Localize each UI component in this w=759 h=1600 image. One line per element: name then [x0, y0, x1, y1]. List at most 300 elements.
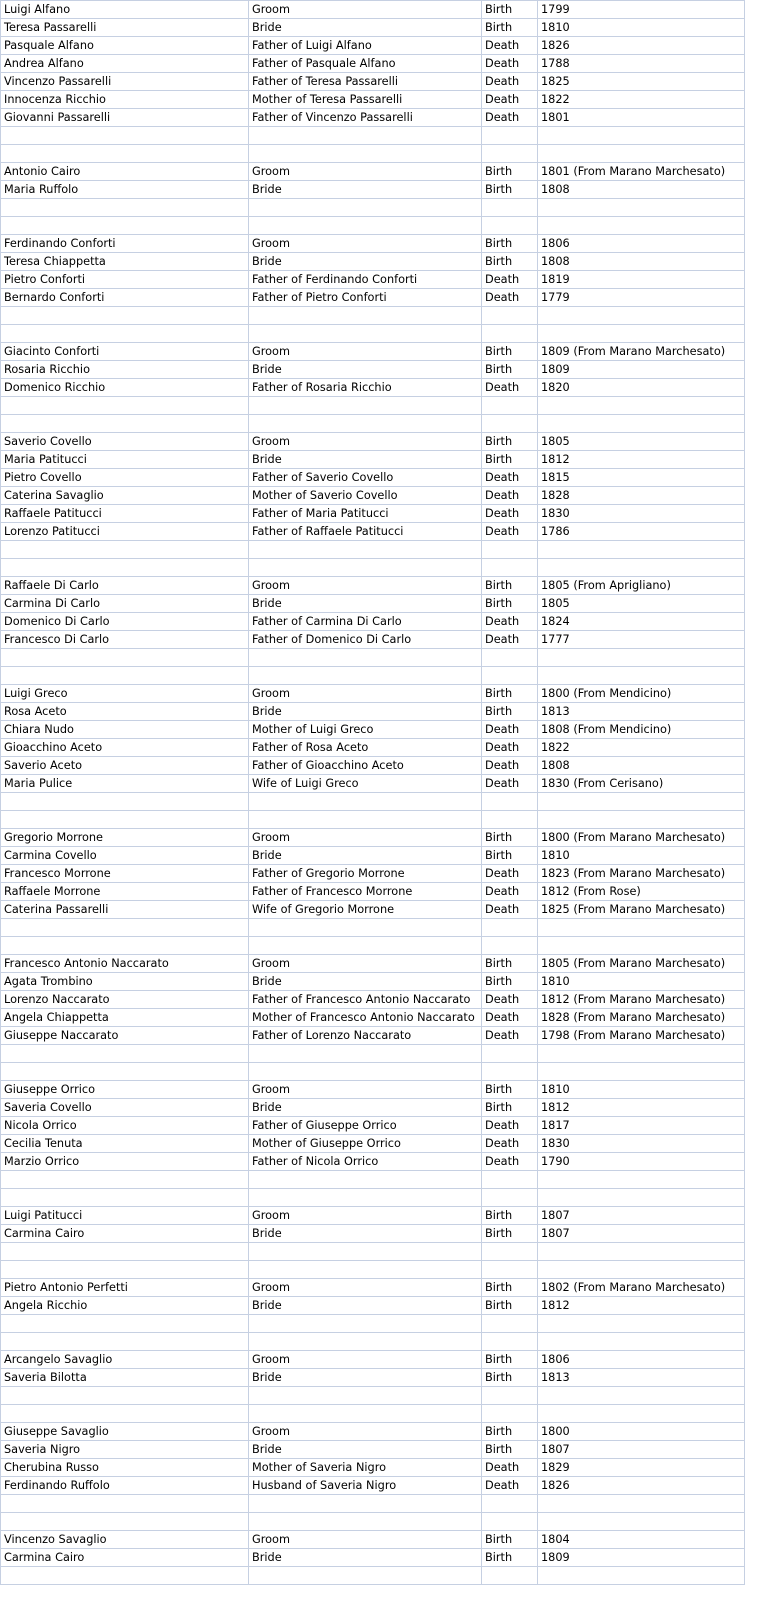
role-cell[interactable]: Mother of Saverio Covello [249, 487, 482, 505]
event-cell[interactable] [482, 811, 538, 829]
event-cell[interactable]: Death [482, 991, 538, 1009]
year-cell[interactable]: 1779 [538, 289, 745, 307]
role-cell[interactable] [249, 1045, 482, 1063]
event-cell[interactable] [482, 1495, 538, 1513]
name-cell[interactable] [1, 649, 249, 667]
year-cell[interactable]: 1812 [538, 1099, 745, 1117]
role-cell[interactable]: Father of Nicola Orrico [249, 1153, 482, 1171]
role-cell[interactable] [249, 1495, 482, 1513]
year-cell[interactable]: 1822 [538, 739, 745, 757]
role-cell[interactable] [249, 307, 482, 325]
name-cell[interactable]: Maria Pulice [1, 775, 249, 793]
role-cell[interactable]: Groom [249, 1423, 482, 1441]
year-cell[interactable]: 1817 [538, 1117, 745, 1135]
year-cell[interactable]: 1805 (From Marano Marchesato) [538, 955, 745, 973]
role-cell[interactable] [249, 127, 482, 145]
name-cell[interactable]: Luigi Alfano [1, 1, 249, 19]
name-cell[interactable]: Gioacchino Aceto [1, 739, 249, 757]
role-cell[interactable]: Father of Domenico Di Carlo [249, 631, 482, 649]
role-cell[interactable] [249, 559, 482, 577]
role-cell[interactable]: Mother of Francesco Antonio Naccarato [249, 1009, 482, 1027]
name-cell[interactable]: Domenico Di Carlo [1, 613, 249, 631]
year-cell[interactable] [538, 1045, 745, 1063]
role-cell[interactable] [249, 325, 482, 343]
role-cell[interactable]: Bride [249, 847, 482, 865]
event-cell[interactable] [482, 217, 538, 235]
event-cell[interactable]: Death [482, 757, 538, 775]
role-cell[interactable]: Father of Gregorio Morrone [249, 865, 482, 883]
year-cell[interactable]: 1812 [538, 451, 745, 469]
event-cell[interactable]: Death [482, 775, 538, 793]
year-cell[interactable]: 1808 [538, 757, 745, 775]
event-cell[interactable]: Death [482, 1135, 538, 1153]
event-cell[interactable]: Death [482, 1027, 538, 1045]
role-cell[interactable]: Father of Raffaele Patitucci [249, 523, 482, 541]
name-cell[interactable] [1, 1171, 249, 1189]
name-cell[interactable]: Cecilia Tenuta [1, 1135, 249, 1153]
name-cell[interactable]: Vincenzo Savaglio [1, 1531, 249, 1549]
role-cell[interactable]: Father of Gioacchino Aceto [249, 757, 482, 775]
role-cell[interactable]: Bride [249, 19, 482, 37]
role-cell[interactable] [249, 541, 482, 559]
role-cell[interactable] [249, 145, 482, 163]
role-cell[interactable]: Bride [249, 1099, 482, 1117]
role-cell[interactable]: Bride [249, 181, 482, 199]
year-cell[interactable] [538, 199, 745, 217]
role-cell[interactable]: Mother of Luigi Greco [249, 721, 482, 739]
year-cell[interactable]: 1805 [538, 595, 745, 613]
role-cell[interactable] [249, 919, 482, 937]
year-cell[interactable] [538, 307, 745, 325]
event-cell[interactable] [482, 397, 538, 415]
year-cell[interactable] [538, 1513, 745, 1531]
year-cell[interactable]: 1805 (From Aprigliano) [538, 577, 745, 595]
year-cell[interactable]: 1823 (From Marano Marchesato) [538, 865, 745, 883]
event-cell[interactable] [482, 937, 538, 955]
event-cell[interactable]: Birth [482, 19, 538, 37]
year-cell[interactable] [538, 1333, 745, 1351]
role-cell[interactable] [249, 1333, 482, 1351]
event-cell[interactable] [482, 919, 538, 937]
role-cell[interactable] [249, 667, 482, 685]
role-cell[interactable] [249, 1513, 482, 1531]
year-cell[interactable]: 1807 [538, 1225, 745, 1243]
name-cell[interactable]: Bernardo Conforti [1, 289, 249, 307]
role-cell[interactable]: Bride [249, 703, 482, 721]
role-cell[interactable]: Father of Saverio Covello [249, 469, 482, 487]
name-cell[interactable]: Luigi Patitucci [1, 1207, 249, 1225]
role-cell[interactable]: Mother of Saveria Nigro [249, 1459, 482, 1477]
year-cell[interactable]: 1800 [538, 1423, 745, 1441]
event-cell[interactable]: Death [482, 487, 538, 505]
role-cell[interactable]: Groom [249, 235, 482, 253]
event-cell[interactable]: Death [482, 109, 538, 127]
event-cell[interactable]: Birth [482, 163, 538, 181]
name-cell[interactable] [1, 415, 249, 433]
event-cell[interactable] [482, 1261, 538, 1279]
year-cell[interactable] [538, 1387, 745, 1405]
name-cell[interactable] [1, 325, 249, 343]
role-cell[interactable]: Father of Francesco Antonio Naccarato [249, 991, 482, 1009]
name-cell[interactable] [1, 1063, 249, 1081]
event-cell[interactable]: Birth [482, 1207, 538, 1225]
name-cell[interactable] [1, 937, 249, 955]
event-cell[interactable]: Death [482, 1117, 538, 1135]
name-cell[interactable]: Giacinto Conforti [1, 343, 249, 361]
role-cell[interactable] [249, 1405, 482, 1423]
name-cell[interactable]: Saveria Bilotta [1, 1369, 249, 1387]
event-cell[interactable]: Death [482, 523, 538, 541]
name-cell[interactable]: Agata Trombino [1, 973, 249, 991]
name-cell[interactable] [1, 1189, 249, 1207]
event-cell[interactable] [482, 1189, 538, 1207]
name-cell[interactable]: Andrea Alfano [1, 55, 249, 73]
name-cell[interactable]: Lorenzo Patitucci [1, 523, 249, 541]
name-cell[interactable] [1, 1387, 249, 1405]
year-cell[interactable] [538, 649, 745, 667]
name-cell[interactable] [1, 1567, 249, 1585]
event-cell[interactable] [482, 127, 538, 145]
name-cell[interactable]: Pietro Conforti [1, 271, 249, 289]
name-cell[interactable]: Marzio Orrico [1, 1153, 249, 1171]
name-cell[interactable] [1, 541, 249, 559]
role-cell[interactable] [249, 415, 482, 433]
name-cell[interactable] [1, 307, 249, 325]
name-cell[interactable]: Maria Patitucci [1, 451, 249, 469]
role-cell[interactable]: Groom [249, 955, 482, 973]
name-cell[interactable]: Raffaele Di Carlo [1, 577, 249, 595]
event-cell[interactable]: Death [482, 271, 538, 289]
role-cell[interactable]: Father of Giuseppe Orrico [249, 1117, 482, 1135]
role-cell[interactable]: Father of Rosaria Ricchio [249, 379, 482, 397]
name-cell[interactable]: Innocenza Ricchio [1, 91, 249, 109]
year-cell[interactable]: 1810 [538, 973, 745, 991]
name-cell[interactable]: Giuseppe Savaglio [1, 1423, 249, 1441]
year-cell[interactable]: 1800 (From Mendicino) [538, 685, 745, 703]
year-cell[interactable] [538, 793, 745, 811]
name-cell[interactable] [1, 1495, 249, 1513]
name-cell[interactable]: Carmina Di Carlo [1, 595, 249, 613]
role-cell[interactable] [249, 1567, 482, 1585]
year-cell[interactable]: 1804 [538, 1531, 745, 1549]
year-cell[interactable]: 1809 [538, 1549, 745, 1567]
name-cell[interactable]: Cherubina Russo [1, 1459, 249, 1477]
year-cell[interactable]: 1808 [538, 253, 745, 271]
year-cell[interactable]: 1828 (From Marano Marchesato) [538, 1009, 745, 1027]
role-cell[interactable]: Father of Lorenzo Naccarato [249, 1027, 482, 1045]
name-cell[interactable]: Caterina Savaglio [1, 487, 249, 505]
year-cell[interactable]: 1815 [538, 469, 745, 487]
event-cell[interactable] [482, 145, 538, 163]
role-cell[interactable]: Groom [249, 1351, 482, 1369]
role-cell[interactable]: Bride [249, 1225, 482, 1243]
name-cell[interactable] [1, 199, 249, 217]
year-cell[interactable]: 1826 [538, 37, 745, 55]
name-cell[interactable]: Carmina Cairo [1, 1225, 249, 1243]
year-cell[interactable]: 1807 [538, 1207, 745, 1225]
event-cell[interactable]: Death [482, 289, 538, 307]
role-cell[interactable]: Bride [249, 1441, 482, 1459]
year-cell[interactable] [538, 667, 745, 685]
event-cell[interactable]: Death [482, 1153, 538, 1171]
name-cell[interactable]: Carmina Covello [1, 847, 249, 865]
name-cell[interactable]: Caterina Passarelli [1, 901, 249, 919]
name-cell[interactable]: Giovanni Passarelli [1, 109, 249, 127]
event-cell[interactable]: Death [482, 73, 538, 91]
name-cell[interactable]: Teresa Passarelli [1, 19, 249, 37]
name-cell[interactable]: Teresa Chiappetta [1, 253, 249, 271]
year-cell[interactable] [538, 811, 745, 829]
role-cell[interactable] [249, 1189, 482, 1207]
role-cell[interactable] [249, 1387, 482, 1405]
event-cell[interactable] [482, 1387, 538, 1405]
year-cell[interactable] [538, 1315, 745, 1333]
year-cell[interactable]: 1801 [538, 109, 745, 127]
year-cell[interactable] [538, 1243, 745, 1261]
name-cell[interactable]: Ferdinando Conforti [1, 235, 249, 253]
event-cell[interactable] [482, 325, 538, 343]
event-cell[interactable]: Death [482, 901, 538, 919]
name-cell[interactable]: Rosaria Ricchio [1, 361, 249, 379]
year-cell[interactable] [538, 1567, 745, 1585]
event-cell[interactable] [482, 559, 538, 577]
role-cell[interactable] [249, 217, 482, 235]
role-cell[interactable] [249, 1243, 482, 1261]
year-cell[interactable]: 1809 (From Marano Marchesato) [538, 343, 745, 361]
name-cell[interactable]: Gregorio Morrone [1, 829, 249, 847]
name-cell[interactable]: Domenico Ricchio [1, 379, 249, 397]
role-cell[interactable] [249, 937, 482, 955]
name-cell[interactable] [1, 1333, 249, 1351]
name-cell[interactable]: Francesco Di Carlo [1, 631, 249, 649]
year-cell[interactable]: 1820 [538, 379, 745, 397]
year-cell[interactable] [538, 397, 745, 415]
year-cell[interactable]: 1826 [538, 1477, 745, 1495]
role-cell[interactable]: Father of Teresa Passarelli [249, 73, 482, 91]
event-cell[interactable] [482, 1567, 538, 1585]
name-cell[interactable]: Giuseppe Orrico [1, 1081, 249, 1099]
event-cell[interactable] [482, 199, 538, 217]
event-cell[interactable]: Birth [482, 1, 538, 19]
year-cell[interactable]: 1812 (From Rose) [538, 883, 745, 901]
year-cell[interactable]: 1801 (From Marano Marchesato) [538, 163, 745, 181]
name-cell[interactable]: Saveria Covello [1, 1099, 249, 1117]
name-cell[interactable] [1, 811, 249, 829]
name-cell[interactable]: Saverio Covello [1, 433, 249, 451]
name-cell[interactable]: Lorenzo Naccarato [1, 991, 249, 1009]
name-cell[interactable] [1, 1315, 249, 1333]
year-cell[interactable]: 1805 [538, 433, 745, 451]
role-cell[interactable]: Groom [249, 1, 482, 19]
year-cell[interactable]: 1824 [538, 613, 745, 631]
name-cell[interactable]: Carmina Cairo [1, 1549, 249, 1567]
event-cell[interactable]: Birth [482, 955, 538, 973]
role-cell[interactable]: Father of Pietro Conforti [249, 289, 482, 307]
event-cell[interactable]: Death [482, 469, 538, 487]
event-cell[interactable]: Birth [482, 973, 538, 991]
event-cell[interactable]: Birth [482, 595, 538, 613]
role-cell[interactable]: Groom [249, 163, 482, 181]
name-cell[interactable] [1, 1243, 249, 1261]
name-cell[interactable] [1, 145, 249, 163]
name-cell[interactable]: Rosa Aceto [1, 703, 249, 721]
name-cell[interactable] [1, 793, 249, 811]
year-cell[interactable]: 1788 [538, 55, 745, 73]
role-cell[interactable]: Father of Luigi Alfano [249, 37, 482, 55]
event-cell[interactable]: Birth [482, 433, 538, 451]
event-cell[interactable]: Birth [482, 253, 538, 271]
event-cell[interactable] [482, 1513, 538, 1531]
year-cell[interactable]: 1806 [538, 235, 745, 253]
event-cell[interactable]: Birth [482, 1441, 538, 1459]
year-cell[interactable]: 1798 (From Marano Marchesato) [538, 1027, 745, 1045]
year-cell[interactable] [538, 1405, 745, 1423]
year-cell[interactable] [538, 325, 745, 343]
year-cell[interactable]: 1819 [538, 271, 745, 289]
role-cell[interactable]: Groom [249, 1531, 482, 1549]
event-cell[interactable]: Birth [482, 1531, 538, 1549]
name-cell[interactable] [1, 919, 249, 937]
name-cell[interactable]: Angela Ricchio [1, 1297, 249, 1315]
event-cell[interactable]: Birth [482, 1549, 538, 1567]
event-cell[interactable]: Death [482, 1459, 538, 1477]
event-cell[interactable]: Death [482, 37, 538, 55]
event-cell[interactable] [482, 1063, 538, 1081]
role-cell[interactable] [249, 1261, 482, 1279]
name-cell[interactable]: Arcangelo Savaglio [1, 1351, 249, 1369]
name-cell[interactable] [1, 1261, 249, 1279]
year-cell[interactable]: 1830 [538, 1135, 745, 1153]
year-cell[interactable]: 1806 [538, 1351, 745, 1369]
name-cell[interactable]: Francesco Antonio Naccarato [1, 955, 249, 973]
role-cell[interactable]: Bride [249, 973, 482, 991]
role-cell[interactable]: Mother of Giuseppe Orrico [249, 1135, 482, 1153]
year-cell[interactable]: 1825 [538, 73, 745, 91]
event-cell[interactable] [482, 1243, 538, 1261]
year-cell[interactable]: 1807 [538, 1441, 745, 1459]
year-cell[interactable]: 1786 [538, 523, 745, 541]
role-cell[interactable]: Bride [249, 253, 482, 271]
event-cell[interactable]: Death [482, 505, 538, 523]
role-cell[interactable]: Father of Rosa Aceto [249, 739, 482, 757]
year-cell[interactable]: 1809 [538, 361, 745, 379]
role-cell[interactable]: Groom [249, 1207, 482, 1225]
year-cell[interactable] [538, 1261, 745, 1279]
event-cell[interactable]: Birth [482, 703, 538, 721]
role-cell[interactable] [249, 199, 482, 217]
event-cell[interactable]: Death [482, 91, 538, 109]
event-cell[interactable] [482, 1045, 538, 1063]
event-cell[interactable] [482, 307, 538, 325]
role-cell[interactable]: Father of Francesco Morrone [249, 883, 482, 901]
role-cell[interactable]: Groom [249, 829, 482, 847]
event-cell[interactable]: Birth [482, 1279, 538, 1297]
year-cell[interactable]: 1828 [538, 487, 745, 505]
role-cell[interactable] [249, 649, 482, 667]
event-cell[interactable]: Birth [482, 343, 538, 361]
year-cell[interactable]: 1830 [538, 505, 745, 523]
event-cell[interactable] [482, 1315, 538, 1333]
year-cell[interactable] [538, 145, 745, 163]
role-cell[interactable]: Father of Vincenzo Passarelli [249, 109, 482, 127]
name-cell[interactable]: Saveria Nigro [1, 1441, 249, 1459]
role-cell[interactable]: Father of Ferdinando Conforti [249, 271, 482, 289]
name-cell[interactable]: Pasquale Alfano [1, 37, 249, 55]
name-cell[interactable]: Chiara Nudo [1, 721, 249, 739]
name-cell[interactable]: Ferdinando Ruffolo [1, 1477, 249, 1495]
name-cell[interactable]: Raffaele Morrone [1, 883, 249, 901]
name-cell[interactable]: Saverio Aceto [1, 757, 249, 775]
role-cell[interactable] [249, 793, 482, 811]
role-cell[interactable]: Husband of Saveria Nigro [249, 1477, 482, 1495]
event-cell[interactable]: Death [482, 55, 538, 73]
event-cell[interactable] [482, 415, 538, 433]
name-cell[interactable] [1, 1513, 249, 1531]
event-cell[interactable]: Death [482, 1009, 538, 1027]
name-cell[interactable] [1, 217, 249, 235]
year-cell[interactable]: 1829 [538, 1459, 745, 1477]
role-cell[interactable]: Mother of Teresa Passarelli [249, 91, 482, 109]
year-cell[interactable] [538, 559, 745, 577]
name-cell[interactable] [1, 1405, 249, 1423]
role-cell[interactable]: Bride [249, 451, 482, 469]
event-cell[interactable]: Death [482, 883, 538, 901]
name-cell[interactable] [1, 397, 249, 415]
event-cell[interactable]: Death [482, 865, 538, 883]
year-cell[interactable] [538, 1063, 745, 1081]
year-cell[interactable] [538, 127, 745, 145]
event-cell[interactable]: Birth [482, 829, 538, 847]
event-cell[interactable]: Death [482, 721, 538, 739]
name-cell[interactable] [1, 127, 249, 145]
event-cell[interactable] [482, 1405, 538, 1423]
year-cell[interactable]: 1790 [538, 1153, 745, 1171]
event-cell[interactable]: Birth [482, 1297, 538, 1315]
year-cell[interactable] [538, 415, 745, 433]
event-cell[interactable]: Birth [482, 1225, 538, 1243]
year-cell[interactable]: 1810 [538, 19, 745, 37]
name-cell[interactable]: Maria Ruffolo [1, 181, 249, 199]
role-cell[interactable]: Groom [249, 433, 482, 451]
year-cell[interactable] [538, 1171, 745, 1189]
role-cell[interactable]: Bride [249, 1549, 482, 1567]
year-cell[interactable] [538, 1495, 745, 1513]
name-cell[interactable]: Francesco Morrone [1, 865, 249, 883]
role-cell[interactable]: Bride [249, 361, 482, 379]
event-cell[interactable]: Death [482, 379, 538, 397]
year-cell[interactable]: 1808 (From Mendicino) [538, 721, 745, 739]
year-cell[interactable] [538, 919, 745, 937]
role-cell[interactable]: Father of Maria Patitucci [249, 505, 482, 523]
year-cell[interactable]: 1810 [538, 847, 745, 865]
role-cell[interactable] [249, 1171, 482, 1189]
event-cell[interactable] [482, 667, 538, 685]
name-cell[interactable] [1, 667, 249, 685]
year-cell[interactable]: 1777 [538, 631, 745, 649]
role-cell[interactable]: Groom [249, 1279, 482, 1297]
role-cell[interactable]: Bride [249, 595, 482, 613]
name-cell[interactable]: Pietro Covello [1, 469, 249, 487]
name-cell[interactable] [1, 559, 249, 577]
event-cell[interactable]: Birth [482, 235, 538, 253]
year-cell[interactable]: 1800 (From Marano Marchesato) [538, 829, 745, 847]
year-cell[interactable]: 1822 [538, 91, 745, 109]
event-cell[interactable]: Death [482, 739, 538, 757]
name-cell[interactable]: Nicola Orrico [1, 1117, 249, 1135]
event-cell[interactable] [482, 793, 538, 811]
role-cell[interactable]: Bride [249, 1297, 482, 1315]
role-cell[interactable] [249, 811, 482, 829]
